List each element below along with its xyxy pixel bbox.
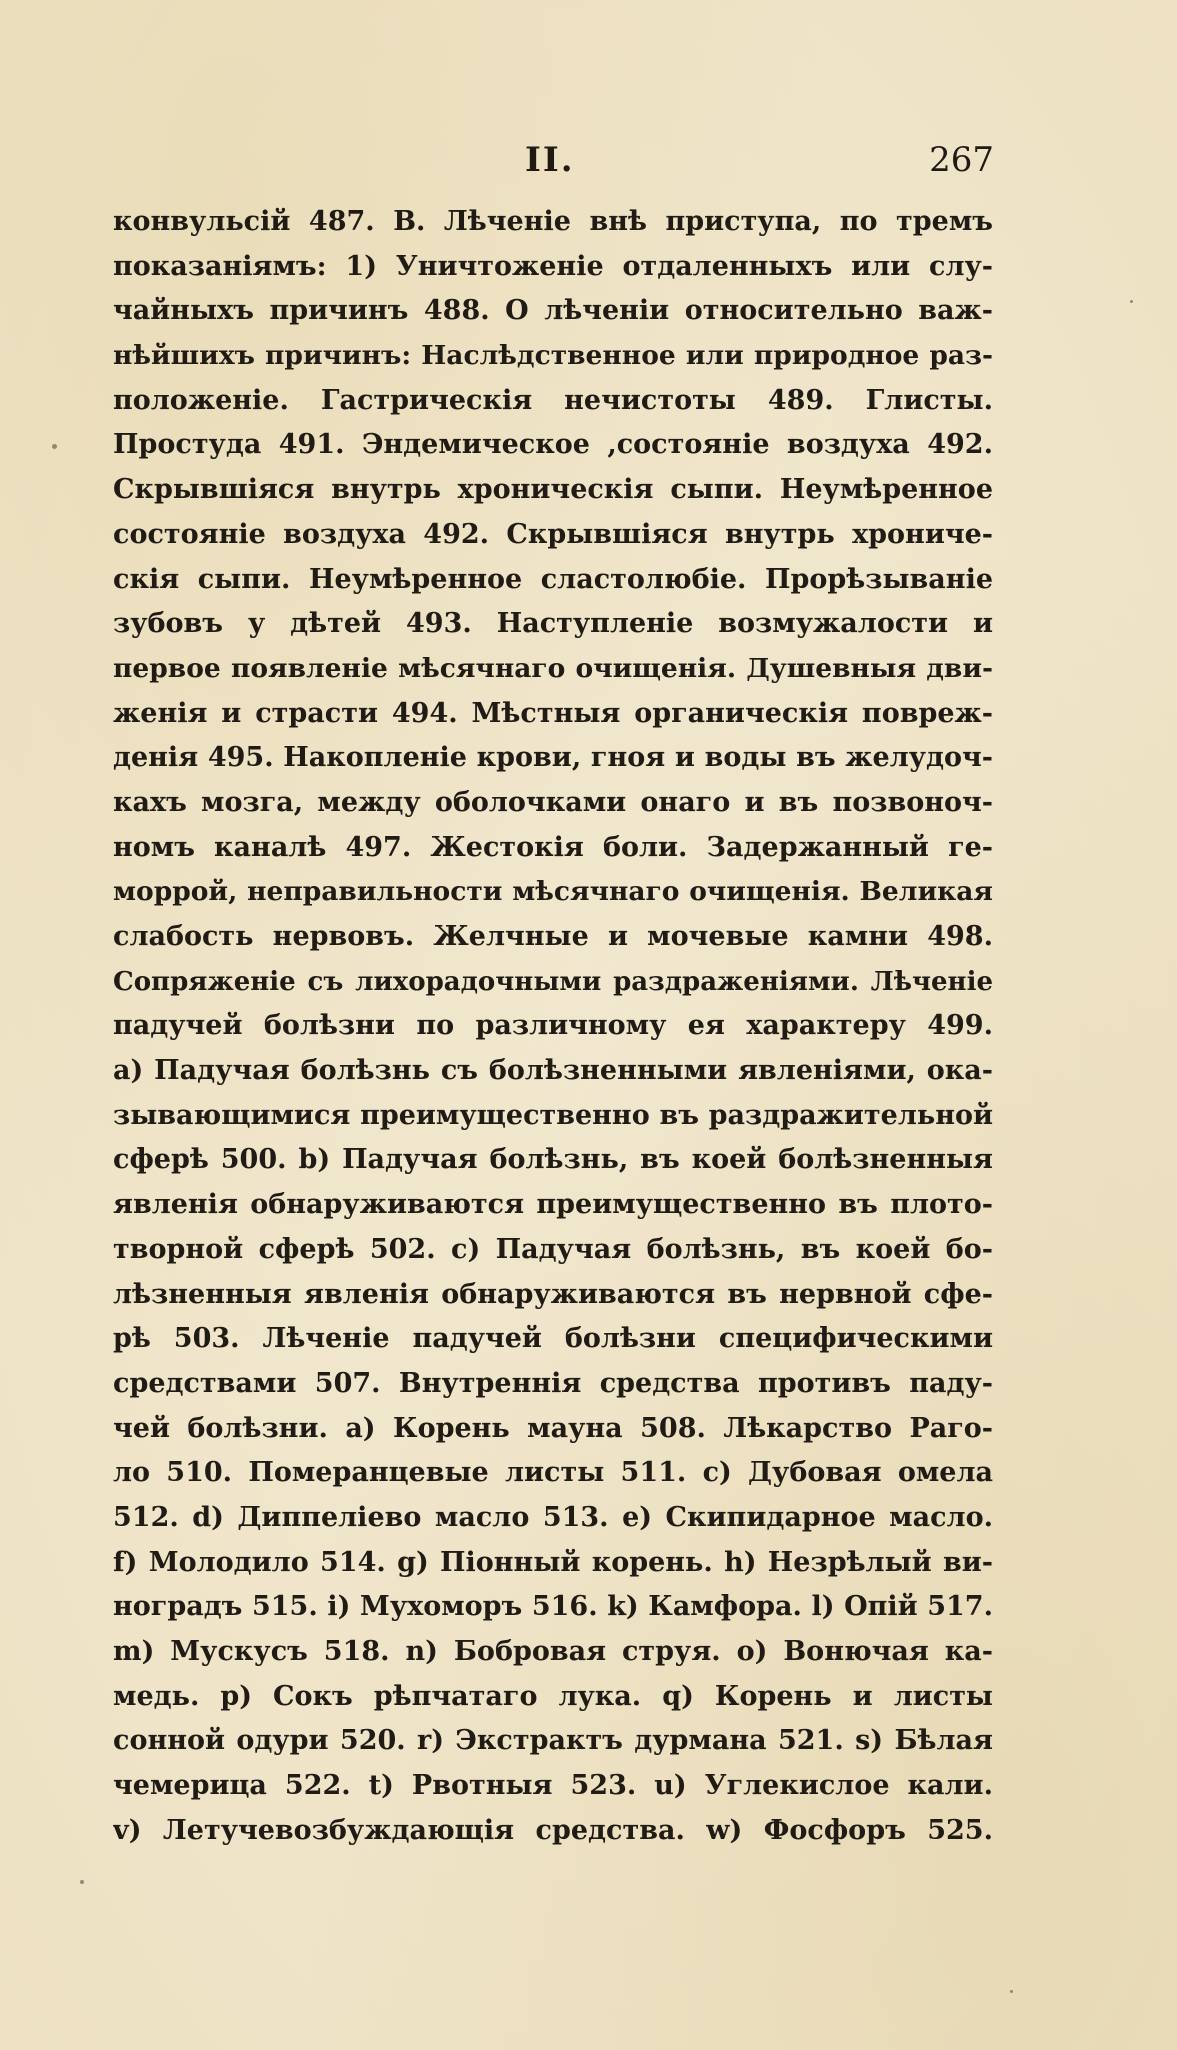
text-line: явленiя обнаруживаются преимущественно въ плото- [113, 1189, 993, 1221]
section-label: II. [525, 140, 575, 180]
body-text [113, 200, 993, 1853]
text-line: падучей болѣзни по различному ея характеру 499. [113, 1010, 993, 1042]
paper-speck [80, 1880, 84, 1884]
text-line: конвульсiй 487. В. Лѣченiе внѣ приступа, по тремъ [113, 206, 993, 237]
paper-speck [52, 444, 57, 449]
text-line: ло 510. Померанцевые листы 511. c) Дубовая омела [113, 1457, 993, 1489]
text-line: нѣйшихъ причинъ: Наслѣдственное или природное раз- [113, 340, 993, 372]
text-line: лѣзненныя явленiя обнаруживаются въ нервной сфе- [113, 1278, 993, 1310]
text-line: ноградъ 515. i) Мухоморъ 516. k) Камфора. l) Опiй 517. [113, 1591, 993, 1623]
text-line: v) Летучевозбуждающiя средства. w) Фосфоръ 525. [113, 1814, 993, 1846]
text-line: состоянiе воздуха 492. Скрывшiяся внутрь хрониче- [113, 518, 993, 550]
text-line: Сопряженiе съ лихорадочными раздраженiями. Лѣченiе [113, 966, 993, 997]
paper-speck [1010, 1990, 1013, 1993]
text-line: моррой, неправильности мѣсячнаго очищенiя. Великая [113, 876, 993, 908]
text-line: m) Мускусъ 518. n) Бобровая струя. o) Вонючая ка- [113, 1636, 993, 1667]
text-line: чей болѣзни. a) Корень мауна 508. Лѣкарство Раго- [113, 1412, 993, 1444]
text-line: a) Падучая болѣзнь съ болѣзненными явленiями, ока- [113, 1055, 993, 1087]
text-line: 512. d) Диппелiево масло 513. e) Скипидарное масло. [113, 1501, 993, 1533]
text-line: денiя 495. Накопленiе крови, гноя и воды въ желудоч- [113, 742, 993, 774]
text-line: медь. p) Сокъ рѣпчатаго лука. q) Корень и листы [113, 1680, 993, 1712]
text-line: чемерица 522. t) Рвотныя 523. u) Углекислое кали. [113, 1770, 993, 1802]
text-line: женiя и страсти 494. Мѣстныя органическiя повреж- [113, 697, 993, 729]
text-line: чайныхъ причинъ 488. О лѣченiи относительно важ- [113, 295, 993, 327]
text-line: скiя сыпи. Неумѣренное сластолюбiе. Прорѣзыванiе [113, 563, 993, 595]
text-line: f) Молодило 514. g) Пiонный корень. h) Незрѣлый ви- [113, 1546, 993, 1578]
page-number: 267 [929, 140, 994, 180]
text-line: зубовъ у дѣтей 493. Наступленiе возмужалости и [113, 608, 993, 640]
text-line: кахъ мозга, между оболочками онаго и въ позвоноч- [113, 786, 993, 818]
text-line: показанiямъ: 1) Уничтоженiе отдаленныхъ или слу- [113, 250, 993, 282]
text-line: зывающимися преимущественно въ раздражительной [113, 1099, 993, 1131]
text-line: средствами 507. Внутреннiя средства противъ паду- [113, 1367, 993, 1399]
paper-speck [1130, 300, 1133, 303]
text-line: Скрывшiяся внутрь хроническiя сыпи. Неумѣренное [113, 474, 993, 506]
text-line: слабость нервовъ. Желчные и мочевые камни 498. [113, 921, 993, 952]
text-line: творной сферѣ 502. c) Падучая болѣзнь, въ коей бо- [113, 1233, 993, 1265]
text-line: первое появленiе мѣсячнаго очищенiя. Душевныя дви- [113, 652, 993, 684]
text-line: номъ каналѣ 497. Жестокiя боли. Задержанный ге- [113, 831, 993, 863]
text-line: сонной одури 520. r) Экстрактъ дурмана 521. s) Бѣлая [113, 1725, 993, 1757]
text-line: Простуда 491. Эндемическое ,состоянiе воздуха 492. [113, 429, 993, 461]
text-line: положенiе. Гастрическiя нечистоты 489. Глисты. [113, 384, 993, 416]
running-head [0, 140, 1177, 190]
text-line: рѣ 503. Лѣченiе падучей болѣзни специфическими [113, 1323, 993, 1355]
text-line: сферѣ 500. b) Падучая болѣзнь, въ коей болѣзненныя [113, 1144, 993, 1176]
